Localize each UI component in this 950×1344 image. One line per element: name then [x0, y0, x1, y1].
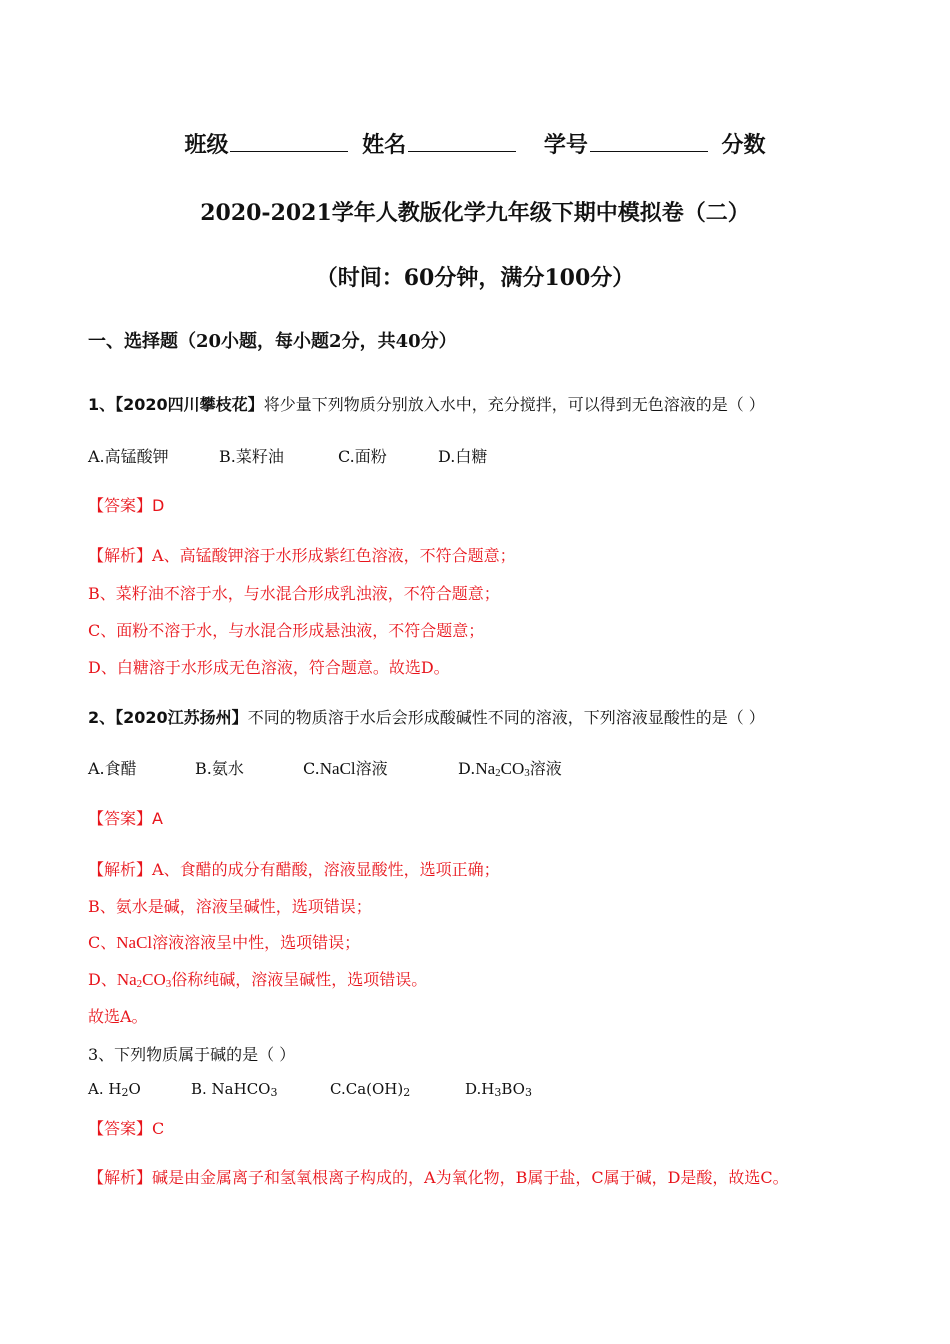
option-text: O: [128, 1080, 141, 1098]
answer-tag: 【答案】: [88, 809, 153, 828]
question-1-analysis-line-3: C、面粉不溶于水，与水混合形成悬浊液，不符合题意；: [88, 621, 485, 640]
analysis-formula: NaCl: [116, 933, 153, 952]
question-1-analysis-line-2: B、菜籽油不溶于水，与水混合形成乳浊液，不符合题意；: [88, 584, 500, 603]
option-b[interactable]: B.氨水: [195, 759, 244, 778]
question-2-stem: [88, 705, 765, 728]
option-b[interactable]: [191, 1080, 277, 1099]
question-2-conclusion: 故选A。: [88, 1007, 148, 1026]
class-label: 班级: [184, 132, 229, 158]
question-3-answer: [88, 1116, 164, 1139]
option-a[interactable]: [88, 1080, 141, 1099]
option-c[interactable]: [303, 756, 388, 779]
formula-subscript: 3: [270, 1086, 278, 1099]
analysis-text: 碱是由金属离子和氢氧根离子构成的，A为氧化物，B属于盐，C属于碱，D是酸，故选C。: [152, 1168, 789, 1187]
analysis-prefix: D、: [88, 970, 117, 989]
option-c-prefix: C.: [303, 759, 320, 778]
option-c[interactable]: C.面粉: [338, 447, 387, 466]
question-3-analysis: [88, 1165, 789, 1188]
option-b[interactable]: B.菜籽油: [219, 447, 284, 466]
question-2-analysis-line-2: B、氨水是碱，溶液呈碱性，选项错误；: [88, 897, 372, 916]
option-d[interactable]: [465, 1080, 532, 1099]
option-text: D.H: [465, 1080, 495, 1098]
question-source: 【2020江苏扬州】: [115, 708, 248, 727]
question-2-analysis-line-3: [88, 930, 360, 953]
question-2-answer: [88, 806, 163, 829]
option-d[interactable]: [458, 756, 562, 779]
option-c-suffix: 溶液: [355, 759, 388, 778]
formula-part: CO: [142, 970, 166, 989]
option-a[interactable]: A.高锰酸钾: [88, 447, 169, 466]
question-1-options: [88, 444, 848, 466]
question-1-stem: [88, 392, 765, 415]
formula-subscript: 2: [121, 1086, 129, 1099]
class-blank[interactable]: [230, 129, 348, 152]
analysis-text: A、高锰酸钾溶于水形成紫红色溶液，不符合题意；: [152, 546, 516, 565]
analysis-tag: 【解析】: [88, 860, 153, 879]
question-number: 2、: [88, 708, 116, 727]
question-text: 将少量下列物质分别放入水中，充分搅拌，可以得到无色溶液的是（ ）: [263, 395, 765, 414]
option-text: B. NaHCO: [191, 1080, 271, 1098]
analysis-text: A、食醋的成分有醋酸，溶液显酸性，选项正确；: [152, 860, 500, 879]
question-3-options: [88, 1080, 848, 1102]
answer-tag: 【答案】: [88, 1119, 153, 1138]
option-d-prefix: D.: [458, 759, 476, 778]
formula-subscript: 2: [136, 978, 143, 990]
question-2-analysis-line-1: [88, 857, 500, 880]
analysis-tag: 【解析】: [88, 546, 153, 565]
id-label: 学号: [543, 132, 588, 158]
id-blank[interactable]: [590, 129, 708, 152]
student-info-line: [0, 128, 950, 159]
question-source: 【2020四川攀枝花】: [115, 395, 264, 414]
name-label: 姓名: [362, 132, 407, 158]
formula-subscript: 3: [165, 978, 172, 990]
formula-subscript: 2: [403, 1086, 411, 1099]
analysis-prefix: C、: [88, 933, 117, 952]
option-a[interactable]: A.食醋: [88, 759, 137, 778]
question-2-analysis-line-4: [88, 967, 427, 990]
question-1-answer: [88, 493, 164, 516]
question-text: 不同的物质溶于水后会形成酸碱性不同的溶液，下列溶液显酸性的是（ ）: [247, 708, 765, 727]
section-title: 一、选择题（20小题，每小题2分，共40分）: [88, 331, 457, 352]
name-blank[interactable]: [408, 129, 516, 152]
analysis-suffix: 俗称纯碱，溶液呈碱性，选项错误。: [171, 970, 428, 989]
answer-value: D: [152, 496, 165, 515]
option-c[interactable]: [330, 1080, 410, 1099]
question-3-stem: 3、下列物质属于碱的是（ ）: [88, 1045, 296, 1064]
formula-part: Na: [116, 970, 137, 989]
answer-value: A: [152, 809, 163, 828]
question-1-analysis-line-1: [88, 543, 516, 566]
answer-tag: 【答案】: [88, 496, 153, 515]
exam-title: 2020-2021学年人教版化学九年级下期中模拟卷（二）: [200, 200, 750, 226]
formula-subscript: 3: [524, 1086, 532, 1099]
option-d-suffix: 溶液: [529, 759, 562, 778]
formula-part: Na: [475, 759, 496, 778]
question-number: 1、: [88, 395, 116, 414]
analysis-suffix: 溶液溶液呈中性，选项错误；: [152, 933, 361, 952]
formula-subscript: 2: [495, 767, 501, 779]
formula-part: CO: [500, 759, 525, 778]
analysis-formula: [117, 970, 171, 989]
answer-value: C: [152, 1119, 165, 1138]
option-d[interactable]: D.白糖: [438, 447, 488, 466]
question-1-analysis-line-4: D、白糖溶于水形成无色溶液，符合题意。故选D。: [88, 658, 450, 677]
option-text: C.Ca(OH): [330, 1080, 404, 1098]
score-label: 分数: [721, 132, 766, 158]
option-text: BO: [501, 1080, 525, 1098]
question-2-options: [88, 756, 848, 780]
option-text: A. H: [88, 1080, 122, 1098]
option-d-formula: [475, 759, 529, 778]
analysis-tag: 【解析】: [88, 1168, 153, 1187]
formula-subscript: 3: [524, 767, 530, 779]
time-note: （时间：60分钟，满分100分）: [315, 265, 635, 291]
option-c-formula: NaCl: [319, 759, 356, 778]
formula-subscript: 3: [494, 1086, 502, 1099]
